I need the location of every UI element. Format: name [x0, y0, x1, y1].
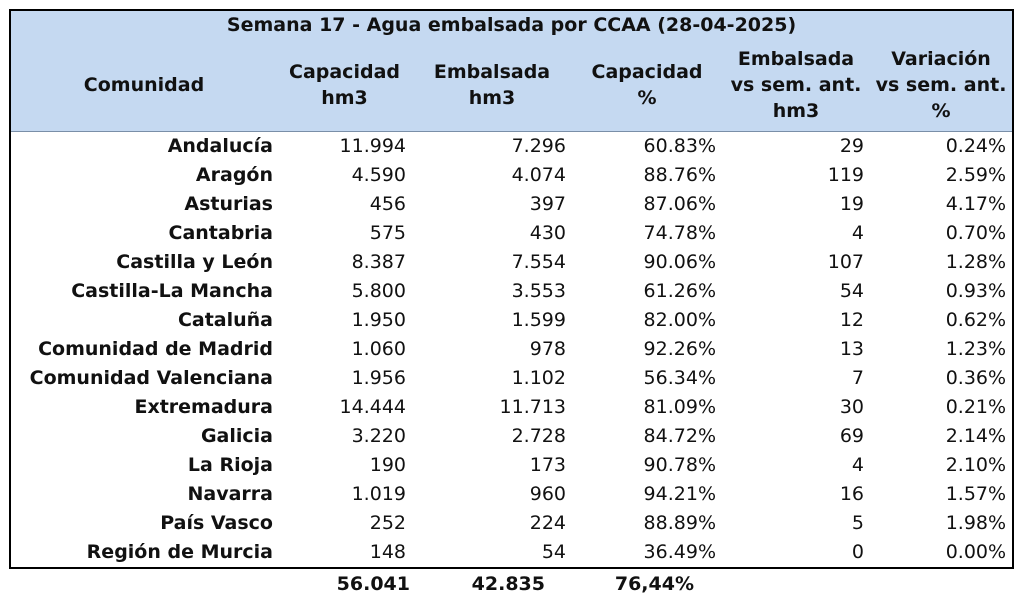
cell-pct: 81.09% — [643, 395, 716, 418]
cell-comunidad: Asturias — [184, 193, 273, 216]
cell-var_hm3: 54 — [839, 280, 864, 303]
cell-embalsada: 7.296 — [511, 135, 566, 158]
table-row — [11, 248, 1012, 277]
cell-pct: 60.83% — [643, 135, 716, 158]
cell-var_pct: 0.70% — [945, 222, 1007, 245]
cell-var_pct: 0.24% — [945, 135, 1007, 158]
cell-var_pct: 2.14% — [945, 424, 1007, 447]
cell-comunidad: La Rioja — [187, 453, 273, 476]
cell-comunidad: Región de Murcia — [86, 540, 273, 563]
table-row — [11, 364, 1012, 393]
cell-var_pct: 1.98% — [945, 511, 1007, 534]
cell-pct: 36.49% — [643, 540, 716, 563]
header-embalsada-hm3: Embalsada hm3 — [412, 39, 572, 132]
cell-var_hm3: 29 — [839, 135, 864, 158]
cell-pct: 61.26% — [643, 280, 716, 303]
cell-pct: 84.72% — [643, 424, 716, 447]
table-row — [11, 161, 1012, 190]
cell-var_hm3: 4 — [851, 453, 864, 476]
cell-var_hm3: 5 — [851, 511, 864, 534]
cell-var_hm3: 12 — [839, 309, 864, 332]
cell-capacidad: 1.950 — [351, 309, 406, 332]
cell-var_hm3: 19 — [839, 193, 864, 216]
cell-capacidad: 8.387 — [351, 251, 406, 274]
cell-comunidad: País Vasco — [160, 511, 273, 534]
cell-capacidad: 5.800 — [351, 280, 406, 303]
cell-embalsada: 54 — [541, 540, 566, 563]
cell-var_hm3: 107 — [827, 251, 864, 274]
totals-row — [0, 571, 1024, 601]
cell-var_pct: 0.93% — [945, 280, 1007, 303]
cell-pct: 92.26% — [643, 338, 716, 361]
cell-pct: 74.78% — [643, 222, 716, 245]
header-variacion-vs-ant: Variación vs sem. ant. % — [870, 39, 1012, 132]
cell-pct: 56.34% — [643, 366, 716, 389]
cell-var_hm3: 16 — [839, 482, 864, 505]
cell-capacidad: 14.444 — [339, 395, 406, 418]
cell-capacidad: 1.019 — [351, 482, 406, 505]
cell-embalsada: 978 — [529, 338, 566, 361]
table-row — [11, 219, 1012, 248]
cell-capacidad: 575 — [369, 222, 406, 245]
cell-capacidad: 190 — [369, 453, 406, 476]
table-row — [11, 306, 1012, 335]
cell-var_hm3: 119 — [827, 164, 864, 187]
cell-embalsada: 3.553 — [511, 280, 566, 303]
cell-embalsada: 1.599 — [511, 309, 566, 332]
total-embalsada: 42.835 — [471, 573, 545, 595]
cell-comunidad: Castilla-La Mancha — [71, 280, 273, 303]
cell-var_pct: 1.28% — [945, 251, 1007, 274]
table-row — [11, 508, 1012, 537]
cell-comunidad: Castilla y León — [116, 251, 273, 274]
cell-embalsada: 2.728 — [511, 424, 566, 447]
cell-var_hm3: 30 — [839, 395, 864, 418]
cell-comunidad: Comunidad de Madrid — [38, 338, 273, 361]
cell-comunidad: Cantabria — [168, 222, 273, 245]
header-capacidad-hm3: Capacidad hm3 — [277, 39, 412, 132]
cell-var_pct: 1.57% — [945, 482, 1007, 505]
cell-comunidad: Cataluña — [177, 309, 273, 332]
cell-pct: 87.06% — [643, 193, 716, 216]
header-comunidad: Comunidad — [11, 39, 277, 132]
cell-capacidad: 3.220 — [351, 424, 406, 447]
cell-embalsada: 7.554 — [511, 251, 566, 274]
cell-comunidad: Extremadura — [134, 395, 273, 418]
cell-embalsada: 1.102 — [511, 366, 566, 389]
table-row — [11, 392, 1012, 421]
cell-capacidad: 11.994 — [339, 135, 406, 158]
cell-var_pct: 0.21% — [945, 395, 1007, 418]
table-row — [11, 421, 1012, 450]
cell-comunidad: Galicia — [200, 424, 273, 447]
cell-embalsada: 4.074 — [511, 164, 566, 187]
table-row — [11, 335, 1012, 364]
cell-embalsada: 224 — [529, 511, 566, 534]
cell-embalsada: 173 — [529, 453, 566, 476]
cell-pct: 94.21% — [643, 482, 716, 505]
reservoir-table — [11, 11, 1012, 566]
cell-capacidad: 148 — [369, 540, 406, 563]
cell-embalsada: 397 — [529, 193, 566, 216]
total-capacidad: 56.041 — [336, 573, 410, 595]
table-row — [11, 479, 1012, 508]
cell-capacidad: 252 — [369, 511, 406, 534]
cell-capacidad: 4.590 — [351, 164, 406, 187]
table-row — [11, 277, 1012, 306]
table-title: Semana 17 - Agua embalsada por CCAA (28-04-2025) — [11, 11, 1012, 39]
cell-var_pct: 1.23% — [945, 338, 1007, 361]
cell-var_hm3: 69 — [839, 424, 864, 447]
cell-capacidad: 1.060 — [351, 338, 406, 361]
cell-var_pct: 0.62% — [945, 309, 1007, 332]
cell-comunidad: Navarra — [187, 482, 273, 505]
cell-var_pct: 4.17% — [945, 193, 1007, 216]
cell-var_pct: 0.36% — [945, 366, 1007, 389]
cell-pct: 90.06% — [643, 251, 716, 274]
table-row — [11, 450, 1012, 479]
table-row — [11, 132, 1012, 161]
table-row — [11, 190, 1012, 219]
cell-pct: 88.89% — [643, 511, 716, 534]
cell-capacidad: 456 — [369, 193, 406, 216]
cell-var_pct: 0.00% — [945, 540, 1007, 563]
cell-embalsada: 11.713 — [499, 395, 566, 418]
cell-comunidad: Comunidad Valenciana — [29, 366, 273, 389]
cell-embalsada: 430 — [529, 222, 566, 245]
cell-var_hm3: 7 — [851, 366, 864, 389]
cell-var_hm3: 13 — [839, 338, 864, 361]
table-row — [11, 537, 1012, 566]
header-capacidad-pct: Capacidad % — [572, 39, 722, 132]
cell-capacidad: 1.956 — [351, 366, 406, 389]
cell-comunidad: Andalucía — [167, 135, 273, 158]
cell-var_hm3: 0 — [851, 540, 864, 563]
cell-pct: 90.78% — [643, 453, 716, 476]
title-row — [11, 11, 1012, 39]
table-body — [11, 132, 1012, 567]
header-embalsada-vs-ant: Embalsada vs sem. ant. hm3 — [722, 39, 870, 132]
cell-var_pct: 2.10% — [945, 453, 1007, 476]
header-row — [11, 39, 1012, 132]
cell-comunidad: Aragón — [195, 164, 273, 187]
cell-embalsada: 960 — [529, 482, 566, 505]
total-pct: 76,44% — [614, 573, 694, 595]
cell-pct: 82.00% — [643, 309, 716, 332]
cell-pct: 88.76% — [643, 164, 716, 187]
cell-var_hm3: 4 — [851, 222, 864, 245]
cell-var_pct: 2.59% — [945, 164, 1007, 187]
